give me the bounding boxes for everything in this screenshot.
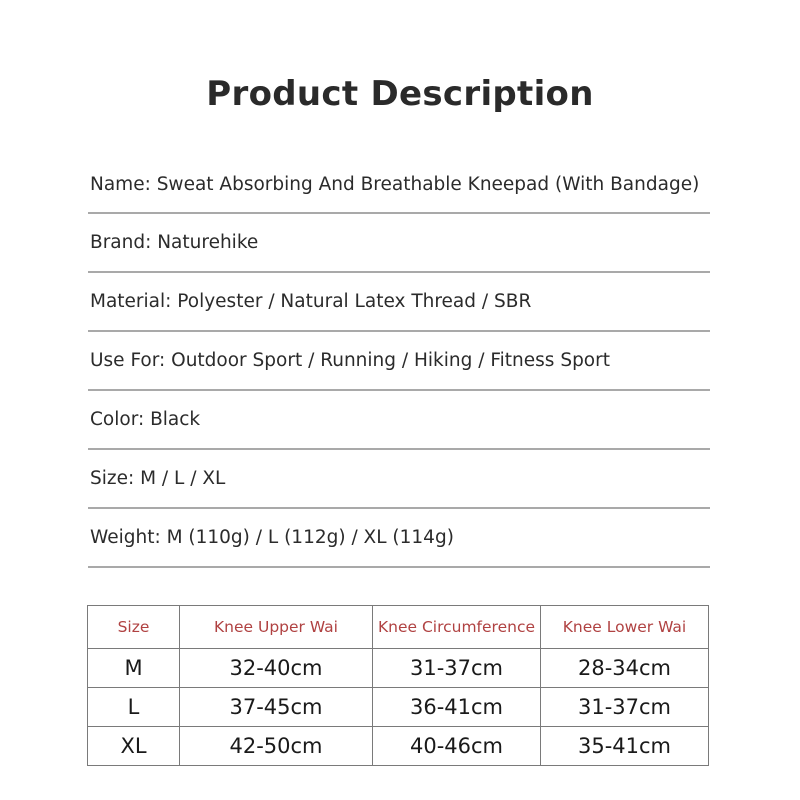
spec-use-for: Use For: Outdoor Sport / Running / Hiking / Fitness Sport xyxy=(88,332,710,391)
table-cell: 42-50cm xyxy=(180,727,373,766)
table-cell: 31-37cm xyxy=(541,688,709,727)
table-cell: 36-41cm xyxy=(373,688,541,727)
spec-brand: Brand: Naturehike xyxy=(88,214,710,273)
table-cell: 35-41cm xyxy=(541,727,709,766)
table-cell: 32-40cm xyxy=(180,649,373,688)
table-cell: L xyxy=(88,688,180,727)
table-cell: XL xyxy=(88,727,180,766)
spec-name: Name: Sweat Absorbing And Breathable Kneepad (With Bandage) xyxy=(88,157,710,214)
size-table xyxy=(87,605,709,766)
spec-list xyxy=(88,157,710,568)
table-cell: 31-37cm xyxy=(373,649,541,688)
header-size: Size xyxy=(88,606,180,649)
table-cell: 28-34cm xyxy=(541,649,709,688)
header-knee-lower: Knee Lower Wai xyxy=(541,606,709,649)
header-knee-circumference: Knee Circumference xyxy=(373,606,541,649)
table-row xyxy=(88,688,709,727)
spec-weight: Weight: M (110g) / L (112g) / XL (114g) xyxy=(88,509,710,568)
table-cell: M xyxy=(88,649,180,688)
spec-material: Material: Polyester / Natural Latex Thread / SBR xyxy=(88,273,710,332)
table-row xyxy=(88,727,709,766)
spec-size: Size: M / L / XL xyxy=(88,450,710,509)
header-knee-upper: Knee Upper Wai xyxy=(180,606,373,649)
spec-color: Color: Black xyxy=(88,391,710,450)
table-cell: 37-45cm xyxy=(180,688,373,727)
page-title: Product Description xyxy=(206,74,594,114)
table-header-row xyxy=(88,606,709,649)
table-cell: 40-46cm xyxy=(373,727,541,766)
table-row xyxy=(88,649,709,688)
